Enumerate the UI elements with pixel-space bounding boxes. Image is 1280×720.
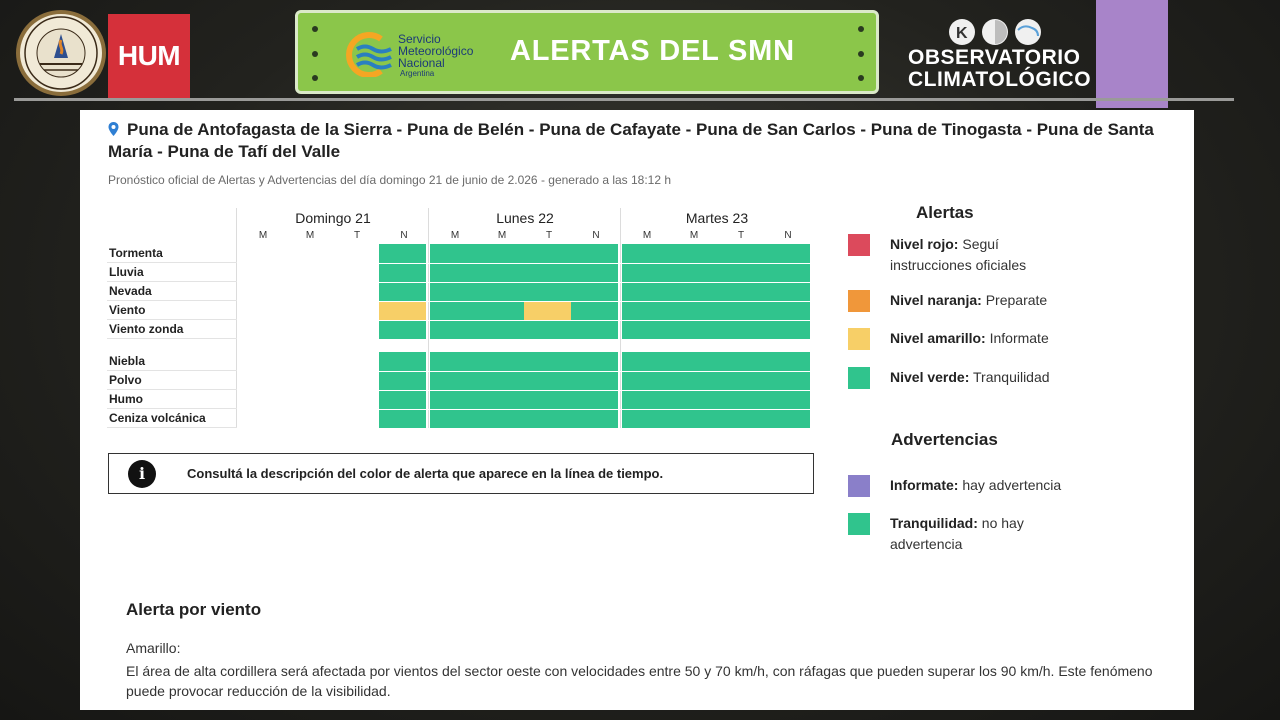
timeline-cell[interactable] (669, 390, 716, 409)
row-separator (238, 301, 810, 302)
timeline-cell[interactable] (571, 352, 618, 371)
timeline-cell[interactable] (238, 390, 285, 409)
timeline-cell[interactable] (571, 320, 618, 339)
row-separator (238, 409, 810, 410)
timeline-cell[interactable] (716, 244, 763, 263)
timeline-cell[interactable] (379, 244, 426, 263)
timeline-cell[interactable] (524, 352, 571, 371)
timeline-cell[interactable] (622, 371, 669, 390)
timeline-cell[interactable] (379, 320, 426, 339)
period-label: M (497, 230, 507, 241)
timeline-cell[interactable] (430, 301, 477, 320)
timeline-cell[interactable] (622, 263, 669, 282)
timeline-cell[interactable] (477, 282, 524, 301)
timeline-cell[interactable] (571, 244, 618, 263)
period-label: M (689, 230, 699, 241)
timeline-cell[interactable] (763, 282, 810, 301)
period-label: N (592, 230, 600, 241)
row-separator (238, 390, 810, 391)
wind-alert-description: El área de alta cordillera será afectada por vientos del sector oeste con velocidades entre 50 y 70 km/h, con ráfagas que pueden superar los 90 km/h. Este fenómeno puede provocar reducción de la visibilidad. (126, 663, 1153, 699)
timeline-cell[interactable] (669, 352, 716, 371)
info-text: Consultá la descripción del color de alerta que aparece en la línea de tiempo. (187, 466, 664, 481)
observatory-title: OBSERVATORIO CLIMATOLÓGICO (908, 46, 1092, 91)
timeline-cell[interactable] (763, 244, 810, 263)
legend-text: Nivel naranja: Preparate (890, 292, 1048, 308)
day-separator (620, 208, 621, 428)
university-seal-icon (20, 14, 102, 92)
timeline-cell[interactable] (285, 409, 332, 428)
timeline-cell[interactable] (332, 390, 379, 409)
period-label: M (642, 230, 652, 241)
forecast-note: Pronóstico oficial de Alertas y Advertencias del día domingo 21 de junio de 2.026 - generado a las 18:12 h (108, 173, 672, 187)
timeline-cell[interactable] (430, 390, 477, 409)
timeline-cell[interactable] (524, 263, 571, 282)
timeline-cell[interactable] (238, 263, 285, 282)
info-icon: i (128, 460, 156, 488)
timeline-cell[interactable] (524, 409, 571, 428)
period-label: N (784, 230, 792, 241)
timeline-cell[interactable] (571, 371, 618, 390)
timeline-cell[interactable] (524, 320, 571, 339)
timeline-cell[interactable] (332, 263, 379, 282)
day-title-1: Domingo 21 (295, 210, 371, 226)
warning-row-label: Humo (109, 392, 237, 406)
timeline-cell[interactable] (477, 390, 524, 409)
period-label: T (353, 230, 361, 241)
day-separator (428, 208, 429, 428)
timeline-cell[interactable] (477, 409, 524, 428)
timeline-cell[interactable] (716, 320, 763, 339)
warning-row-label: Niebla (109, 354, 237, 368)
location-title (108, 119, 1168, 163)
alert-row-label: Tormenta (109, 246, 237, 260)
timeline-cell[interactable] (669, 371, 716, 390)
banner-dot (858, 75, 864, 81)
row-separator (238, 263, 810, 264)
timeline-cell[interactable] (430, 371, 477, 390)
banner-dot (858, 51, 864, 57)
timeline-cell[interactable] (379, 409, 426, 428)
timeline-cell[interactable] (332, 352, 379, 371)
timeline-cell[interactable] (285, 282, 332, 301)
smn-banner (295, 10, 879, 94)
timeline-cell[interactable] (332, 371, 379, 390)
timeline-cell[interactable] (379, 352, 426, 371)
legend-alerts-title: Alertas (916, 203, 974, 222)
legend-swatch (848, 513, 870, 535)
legend-swatch (848, 367, 870, 389)
period-label: M (258, 230, 268, 241)
timeline-cell[interactable] (716, 301, 763, 320)
timeline-cell[interactable] (622, 320, 669, 339)
timeline-cell[interactable] (379, 263, 426, 282)
timeline-cell[interactable] (332, 244, 379, 263)
day-title-2: Lunes 22 (496, 210, 554, 226)
hum-logo: HUM (108, 14, 190, 98)
timeline-cell[interactable] (477, 371, 524, 390)
timeline-cell[interactable] (477, 320, 524, 339)
timeline-cell[interactable] (238, 244, 285, 263)
warning-row-label: Ceniza volcánica (109, 411, 237, 425)
timeline-cell[interactable] (379, 371, 426, 390)
timeline-cell[interactable] (285, 244, 332, 263)
timeline-cell[interactable] (524, 244, 571, 263)
timeline-cell[interactable] (524, 301, 571, 320)
timeline-cell[interactable] (622, 244, 669, 263)
alert-row-label: Nevada (109, 284, 237, 298)
timeline-cell[interactable] (763, 371, 810, 390)
timeline-cell[interactable] (716, 371, 763, 390)
timeline-cell[interactable] (716, 263, 763, 282)
timeline-cell[interactable] (669, 301, 716, 320)
observatory-icons (948, 16, 1044, 48)
svg-text:K: K (956, 25, 968, 42)
legend-text: Nivel rojo: Seguí instrucciones oficiales (890, 236, 1027, 273)
timeline-cell[interactable] (524, 371, 571, 390)
warning-row-label: Polvo (109, 373, 237, 387)
university-logo (16, 10, 106, 96)
alert-row-label: Viento (109, 303, 237, 317)
timeline-cell[interactable] (571, 301, 618, 320)
period-label: T (545, 230, 553, 241)
timeline-cell[interactable] (238, 409, 285, 428)
purple-accent-box (1096, 0, 1168, 108)
legend-text: Nivel verde: Tranquilidad (890, 369, 1050, 385)
legend-swatch (848, 290, 870, 312)
timeline-cell[interactable] (763, 390, 810, 409)
timeline-cell[interactable] (379, 301, 426, 320)
timeline-cell[interactable] (332, 282, 379, 301)
timeline-cell[interactable] (238, 282, 285, 301)
alert-row-label: Viento zonda (109, 322, 237, 336)
legend-swatch (848, 234, 870, 256)
banner-dot (858, 26, 864, 32)
timeline-cell[interactable] (477, 301, 524, 320)
timeline-cell[interactable] (622, 409, 669, 428)
timeline-cell[interactable] (669, 263, 716, 282)
timeline-cell[interactable] (285, 371, 332, 390)
timeline-cell[interactable] (430, 352, 477, 371)
legend-text: Informate: hay advertencia (890, 477, 1062, 493)
day-title-3: Martes 23 (685, 210, 749, 226)
timeline-cell[interactable] (669, 409, 716, 428)
legend-text: Nivel amarillo: Informate (890, 330, 1049, 346)
location-pin-icon (108, 122, 119, 136)
legend-warnings-title: Advertencias (891, 430, 998, 449)
timeline-cell[interactable] (571, 390, 618, 409)
timeline-cell[interactable] (430, 263, 477, 282)
banner-title: ALERTAS DEL SMN (510, 35, 795, 67)
timeline-cell[interactable] (669, 320, 716, 339)
timeline-cell[interactable] (285, 320, 332, 339)
timeline-cell[interactable] (379, 282, 426, 301)
timeline-cell[interactable] (379, 390, 426, 409)
timeline-cell[interactable] (571, 409, 618, 428)
location-text: Puna de Antofagasta de la Sierra - Puna de Belén - Puna de Cafayate - Puna de San Carlos - Puna de Tinogasta - Puna de Santa María - Puna de Tafí del Valle (108, 120, 1154, 161)
timeline-cell[interactable] (622, 301, 669, 320)
banner-dot (312, 75, 318, 81)
smn-logo-icon (343, 31, 395, 77)
timeline-cell[interactable] (477, 244, 524, 263)
timeline-cell[interactable] (238, 371, 285, 390)
info-box (108, 453, 814, 494)
timeline-cell[interactable] (763, 320, 810, 339)
period-label: M (305, 230, 315, 241)
timeline-cell[interactable] (524, 282, 571, 301)
row-separator (238, 282, 810, 283)
header-divider (14, 98, 1234, 101)
wind-alert-title: Alerta por viento (126, 600, 262, 619)
timeline-cell[interactable] (285, 390, 332, 409)
timeline-cell[interactable] (622, 282, 669, 301)
timeline-cell[interactable] (285, 301, 332, 320)
row-separator (238, 371, 810, 372)
timeline-cell[interactable] (571, 282, 618, 301)
alert-panel (80, 110, 1194, 710)
timeline-cell[interactable] (332, 301, 379, 320)
timeline-cell[interactable] (238, 301, 285, 320)
period-label: T (737, 230, 745, 241)
timeline-cell[interactable] (285, 263, 332, 282)
timeline-cell[interactable] (763, 263, 810, 282)
timeline-cell[interactable] (238, 320, 285, 339)
timeline-cell[interactable] (716, 409, 763, 428)
timeline-cell[interactable] (430, 320, 477, 339)
timeline-cell[interactable] (763, 301, 810, 320)
legend-text: Tranquilidad: no hay advertencia (890, 515, 1024, 552)
timeline-cell[interactable] (477, 263, 524, 282)
timeline-cell[interactable] (622, 352, 669, 371)
period-label: N (400, 230, 408, 241)
timeline-cell[interactable] (763, 352, 810, 371)
timeline-cell[interactable] (477, 352, 524, 371)
banner-dot (312, 26, 318, 32)
alert-row-label: Lluvia (109, 265, 237, 279)
timeline-cell[interactable] (622, 390, 669, 409)
legend-swatch (848, 475, 870, 497)
timeline-cell[interactable] (669, 244, 716, 263)
wind-alert-level: Amarillo: (126, 640, 181, 656)
timeline-cell[interactable] (716, 282, 763, 301)
timeline-cell[interactable] (430, 282, 477, 301)
timeline-cell[interactable] (524, 390, 571, 409)
timeline-cell[interactable] (716, 352, 763, 371)
timeline-cell[interactable] (430, 409, 477, 428)
timeline-cell[interactable] (285, 352, 332, 371)
row-separator (238, 320, 810, 321)
timeline-cell[interactable] (763, 409, 810, 428)
timeline-cell[interactable] (430, 244, 477, 263)
timeline-cell[interactable] (238, 352, 285, 371)
period-label: M (450, 230, 460, 241)
banner-dot (312, 51, 318, 57)
legend-swatch (848, 328, 870, 350)
timeline-cell[interactable] (669, 282, 716, 301)
timeline-cell[interactable] (332, 320, 379, 339)
timeline-cell[interactable] (571, 263, 618, 282)
smn-logo-text: Servicio Meteorológico Nacional Argentina (398, 32, 474, 78)
timeline-cell[interactable] (332, 409, 379, 428)
timeline-cell[interactable] (716, 390, 763, 409)
